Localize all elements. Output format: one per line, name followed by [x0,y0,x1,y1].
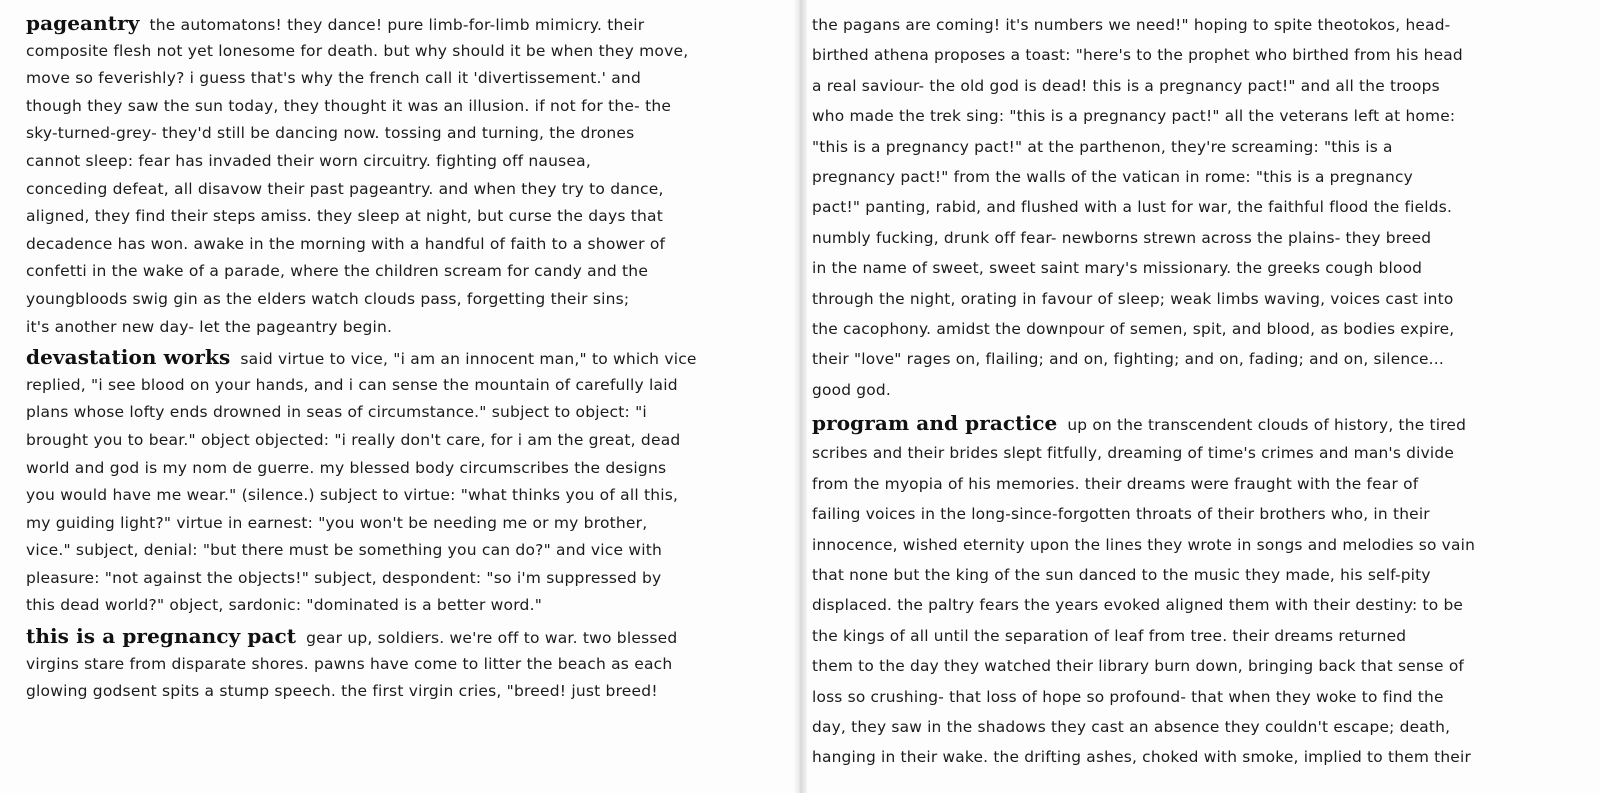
page-gutter [793,0,807,793]
text-line: their "love" rages on, flailing; and on, fighting; and on, fading; and on, silence... [812,350,1444,369]
text-line: though they saw the sun today, they thought it was an illusion. if not for the- the [26,96,672,115]
section-program-and-practice [812,408,1578,773]
text-line: that none but the king of the sun danced to the music they made, his self-pity [812,566,1431,585]
section-pregnancy-pact-continued [812,10,1578,405]
section-heading: devastation works [26,345,231,370]
text-line: pact!" panting, rabid, and flushed with a lust for war, the faithful flood the fields. [812,198,1453,217]
text-line: failing voices in the long-since-forgotten throats of their brothers who, in their [812,505,1430,524]
text-line: move so feverishly? i guess that's why the french call it 'divertissement.' and [26,69,641,88]
text-line: composite flesh not yet lonesome for death. but why should it be when they move, [26,41,689,60]
text-line: pregnancy pact!" from the walls of the vatican in rome: "this is a pregnancy [812,167,1413,186]
line-text: said virtue to vice, "i am an innocent man," to which vice [240,350,697,369]
text-line: hanging in their wake. the drifting ashes, choked with smoke, implied to them their [812,748,1471,767]
text-line: cannot sleep: fear has invaded their worn circuitry. fighting off nausea, [26,151,591,170]
text-line: day, they saw in the shadows they cast an absence they couldn't escape; death, [812,717,1451,736]
left-page [26,10,786,785]
section-heading: this is a pregnancy pact [26,624,297,649]
text-line: sky-turned-grey- they'd still be dancing now. tossing and turning, the drones [26,124,635,143]
text-line: numbly fucking, drunk off fear- newborns strewn across the plains- they breed [812,228,1432,247]
text-line: displaced. the paltry fears the years evoked aligned them with their destiny: to be [812,596,1464,615]
text-line: it's another new day- let the pageantry begin. [26,317,393,336]
line-text: up on the transcendent clouds of history, the tired [1067,416,1467,435]
text-line: scribes and their brides slept fitfully, dreaming of time's crimes and man's divide [812,444,1455,463]
text-line: brought you to bear." object objected: "i really don't care, for i am the great, dead [26,430,681,449]
text-line: innocence, wished eternity upon the lines they wrote in songs and melodies so vain [812,535,1476,554]
text-line: vice." subject, denial: "but there must be something you can do?" and vice with [26,541,663,560]
text-line: good god. [812,380,891,399]
text-line: loss so crushing- that loss of hope so profound- that when they woke to find the [812,687,1444,706]
text-line: who made the trek sing: "this is a pregnancy pact!" all the veterans left at home: [812,107,1456,126]
text-line: pleasure: "not against the objects!" subject, despondent: "so i'm suppressed by [26,568,662,587]
text-line [26,623,786,651]
text-line: virgins stare from disparate shores. pawns have come to litter the beach as each [26,654,673,673]
text-line: youngbloods swig gin as the elders watch clouds pass, forgetting their sins; [26,289,630,308]
text-line: a real saviour- the old god is dead! this is a pregnancy pact!" and all the troops [812,76,1440,95]
text-line: my guiding light?" virtue in earnest: "you won't be needing me or my brother, [26,513,648,532]
text-line: this dead world?" object, sardonic: "dominated is a better word." [26,596,543,615]
section-heading: pageantry [26,11,140,35]
text-line: the cacophony. amidst the downpour of semen, spit, and blood, as bodies expire, [812,319,1455,338]
section-pregnancy-pact [26,623,786,706]
text-line: aligned, they find their steps amiss. they sleep at night, but curse the days that [26,207,664,226]
text-line: the pagans are coming! it's numbers we need!" hoping to spite theotokos, head- [812,16,1451,34]
text-line: in the name of sweet, sweet saint mary's missionary. the greeks cough blood [812,259,1423,278]
text-line: "this is a pregnancy pact!" at the parthenon, they're screaming: "this is a [812,137,1393,156]
section-pageantry [26,10,786,341]
text-line: confetti in the wake of a parade, where the children scream for candy and the [26,262,649,281]
text-line: through the night, orating in favour of sleep; weak limbs waving, voices cast into [812,289,1454,308]
text-line: replied, "i see blood on your hands, and i can sense the mountain of carefully laid [26,375,678,394]
text-line: you would have me wear." (silence.) subject to virtue: "what thinks you of all this, [26,486,679,505]
text-line [26,344,786,372]
text-line: from the myopia of his memories. their dreams were fraught with the fear of [812,474,1419,493]
text-line: plans whose lofty ends drowned in seas of circumstance." subject to object: "i [26,403,647,422]
text-line: world and god is my nom de guerre. my blessed body circumscribes the designs [26,458,667,477]
text-line: them to the day they watched their library burn down, bringing back that sense of [812,657,1465,676]
text-line: conceding defeat, all disavow their past pageantry. and when they try to dance, [26,179,664,198]
section-devastation-works [26,344,786,620]
text-line: decadence has won. awake in the morning with a handful of faith to a shower of [26,234,666,253]
text-line: the kings of all until the separation of leaf from tree. their dreams returned [812,626,1407,645]
line-text: the automatons! they dance! pure limb-for-limb mimicry. their [149,16,645,34]
text-line [26,10,786,38]
text-line: glowing godsent spits a stump speech. the first virgin cries, "breed! just breed! [26,682,658,701]
section-heading: program and practice [812,411,1058,436]
line-text: gear up, soldiers. we're off to war. two blessed [306,629,678,648]
text-line [812,408,1578,438]
right-page [812,10,1578,785]
text-line: birthed athena proposes a toast: "here's to the prophet who birthed from his head [812,46,1463,65]
